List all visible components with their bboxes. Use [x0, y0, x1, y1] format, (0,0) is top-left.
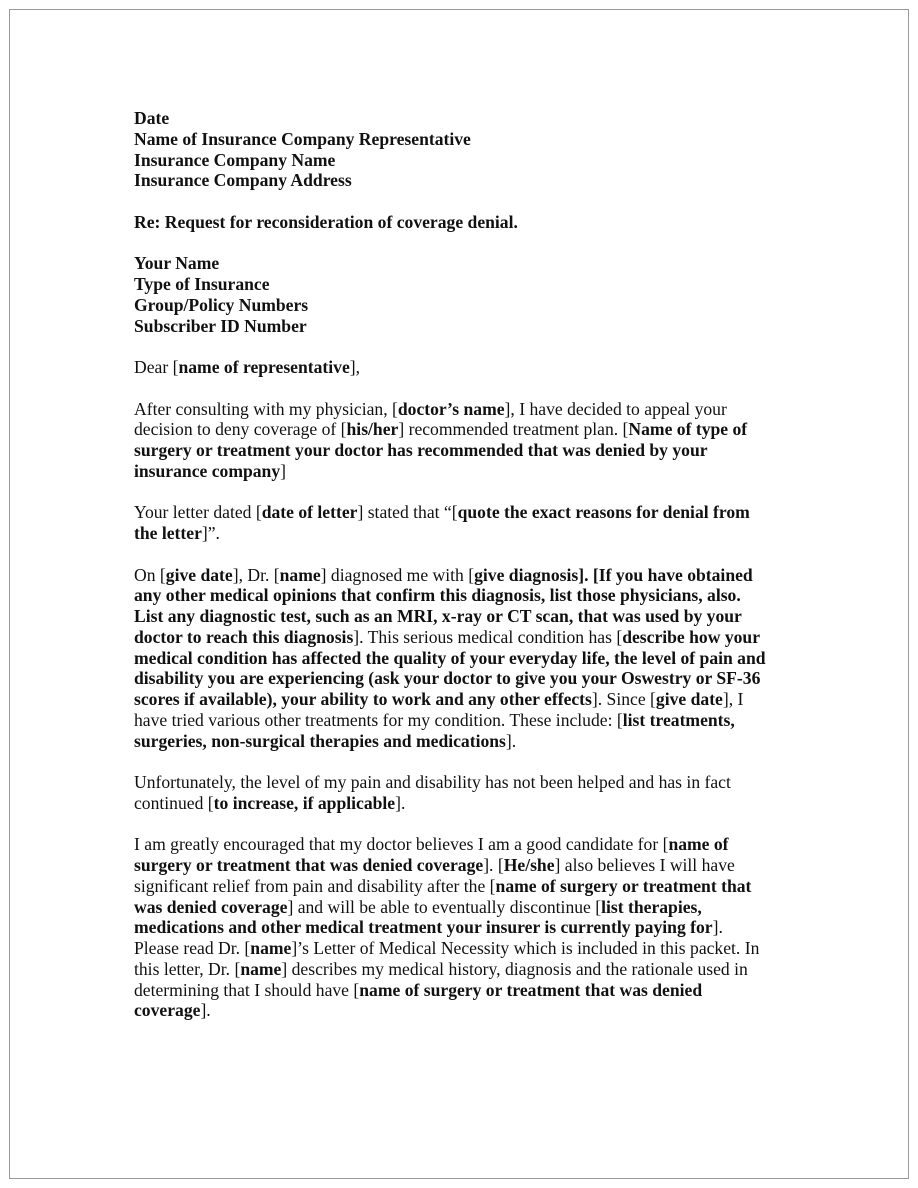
subscriber-id-line: Subscriber ID Number: [134, 315, 307, 336]
body-text: significant relief from pain and disability after the [: [134, 875, 496, 896]
paragraph-line: [134, 731, 794, 752]
body-text: continued [: [134, 792, 214, 813]
spacer: [134, 482, 794, 503]
insurance-type-line: Type of Insurance: [134, 274, 270, 294]
placeholder-text: date of letter: [261, 502, 358, 523]
placeholder-text: give date: [655, 689, 723, 709]
placeholder-text: list treatments,: [622, 709, 735, 730]
paragraph-line: [134, 419, 794, 440]
letter-body: [134, 108, 794, 1021]
body-text: ]: [280, 460, 286, 481]
salutation-prefix: Dear [: [134, 357, 179, 377]
policy-numbers-line: Group/Policy Numbers: [134, 294, 309, 315]
placeholder-text: surgeries, non-surgical therapies and medications: [134, 730, 506, 751]
placeholder-text: disability you are experiencing (ask your doctor to give you your Oswestry or SF-36: [134, 668, 761, 689]
letter-paragraphs: [134, 399, 794, 1022]
placeholder-text: name: [279, 564, 321, 585]
body-text: ].: [712, 917, 723, 938]
body-text: ].: [200, 1000, 211, 1021]
recipient-block: [134, 108, 794, 191]
body-paragraph: [134, 834, 794, 1021]
paragraph-line: [134, 565, 794, 586]
body-text: ], I have decided to appeal your: [504, 398, 727, 419]
placeholder-text: give date: [165, 564, 233, 585]
placeholder-text: doctor’s name: [397, 398, 505, 419]
spacer: [134, 751, 794, 772]
paragraph-line: [134, 606, 794, 627]
salutation-suffix: ],: [349, 357, 361, 377]
paragraph-line: [134, 1000, 794, 1021]
placeholder-text: the letter: [134, 523, 202, 543]
body-text: I am greatly encouraged that my doctor believes I am a good candidate for [: [134, 834, 669, 855]
body-text: ] diagnosed me with [: [320, 564, 475, 585]
paragraph-line: [134, 399, 794, 420]
paragraph-line: [134, 648, 794, 669]
body-text: ]. Since [: [591, 689, 656, 709]
body-paragraph: [134, 565, 794, 752]
body-text: ], Dr. [: [232, 564, 280, 585]
placeholder-text: scores if available), your ability to work and any other effects: [134, 689, 592, 709]
paragraph-line: [134, 627, 794, 648]
placeholder-text: name of surgery or treatment that was denied: [359, 979, 703, 1000]
paragraph-line: [134, 980, 794, 1001]
company-address-line: Insurance Company Address: [134, 170, 352, 191]
body-text: have tried various other treatments for my condition. These include: [: [134, 709, 623, 730]
spacer: [134, 544, 794, 565]
body-text: determining that I should have [: [134, 979, 360, 1000]
placeholder-text: name of: [668, 834, 729, 855]
spacer: [134, 378, 794, 399]
date-line: Date: [134, 108, 170, 128]
paragraph-line: [134, 461, 794, 482]
paragraph-line: [134, 440, 794, 461]
body-text: ]. This serious medical condition has [: [353, 626, 623, 647]
placeholder-text: Name of type of: [628, 419, 748, 440]
spacer: [134, 191, 794, 212]
body-text: On [: [134, 564, 166, 585]
placeholder-text: name: [250, 938, 292, 958]
sender-block: [134, 253, 794, 336]
body-text: ]”.: [201, 523, 220, 543]
placeholder-text: He/she: [503, 855, 555, 875]
body-text: decision to deny coverage of [: [134, 419, 347, 440]
body-paragraph: [134, 399, 794, 482]
paragraph-line: [134, 876, 794, 897]
body-text: ] recommended treatment plan. [: [398, 419, 629, 440]
placeholder-text: medications and other medical treatment your insurer is currently paying for: [134, 917, 713, 938]
body-text: Your letter dated [: [134, 502, 262, 523]
body-text: ].: [505, 730, 517, 751]
placeholder-text: quote the exact reasons for denial from: [457, 502, 750, 523]
sender-name-line: Your Name: [134, 253, 220, 274]
paragraph-line: [134, 710, 794, 731]
body-text: ]. [: [483, 855, 504, 875]
placeholder-text: coverage: [134, 1000, 201, 1021]
body-paragraph: [134, 772, 794, 814]
body-text: After consulting with my physician, [: [134, 398, 398, 419]
placeholder-text: doctor to reach this diagnosis: [134, 626, 354, 647]
paragraph-line: [134, 897, 794, 918]
placeholder-text: list therapies,: [601, 896, 702, 917]
body-text: ] stated that “[: [357, 502, 458, 523]
representative-name-line: Name of Insurance Company Representative: [134, 128, 471, 149]
placeholder-text: any other medical opinions that confirm this diagnosis, list those physicians, also.: [134, 585, 741, 606]
paragraph-line: [134, 585, 794, 606]
paragraph-line: [134, 668, 794, 689]
placeholder-text: surgery or treatment your doctor has recommended that was denied by your: [134, 440, 708, 460]
placeholder-text: surgery or treatment that was denied coverage: [134, 855, 484, 875]
body-text: ], I: [722, 689, 744, 709]
placeholder-text: name of surgery or treatment that: [495, 875, 752, 896]
body-text: ] and will be able to eventually discontinue [: [287, 896, 602, 917]
body-text: Please read Dr. [: [134, 938, 251, 958]
placeholder-text: insurance company: [134, 460, 281, 481]
paragraph-line: [134, 917, 794, 938]
body-text: this letter, Dr. [: [134, 958, 241, 979]
paragraph-line: [134, 959, 794, 980]
paragraph-line: [134, 793, 794, 814]
paragraph-line: [134, 834, 794, 855]
body-text: ].: [395, 792, 406, 813]
body-paragraph: [134, 502, 794, 544]
salutation: [134, 357, 794, 378]
placeholder-text: to increase, if applicable: [213, 792, 396, 813]
paragraph-line: [134, 772, 794, 793]
body-text: ] describes my medical history, diagnosis and the rationale used in: [281, 958, 748, 979]
spacer: [134, 233, 794, 254]
placeholder-text: List any diagnostic test, such as an MRI, x-ray or CT scan, that was used by your: [134, 606, 742, 626]
paragraph-line: [134, 502, 794, 523]
placeholder-text: his/her: [346, 419, 399, 440]
placeholder-text: was denied coverage: [134, 896, 288, 917]
placeholder-text: name: [240, 958, 282, 979]
placeholder-text: medical condition has affected the quality of your everyday life, the level of pain and: [134, 647, 766, 668]
body-text: ] also believes I will have: [554, 855, 735, 875]
company-name-line: Insurance Company Name: [134, 149, 336, 170]
paragraph-line: [134, 855, 794, 876]
paragraph-line: [134, 689, 794, 710]
spacer: [134, 336, 794, 357]
spacer: [134, 814, 794, 835]
paragraph-line: [134, 938, 794, 959]
body-text: Unfortunately, the level of my pain and disability has not been helped and has in fact: [134, 772, 731, 792]
body-text: ]’s Letter of Medical Necessity which is included in this packet. In: [291, 938, 760, 958]
subject-line: Re: Request for reconsideration of coverage denial.: [134, 211, 518, 232]
placeholder-text: describe how your: [622, 626, 761, 647]
placeholder-text: give diagnosis]. [If you have obtained: [474, 564, 753, 585]
salutation-field: name of representative: [178, 357, 350, 377]
paragraph-line: [134, 523, 794, 544]
